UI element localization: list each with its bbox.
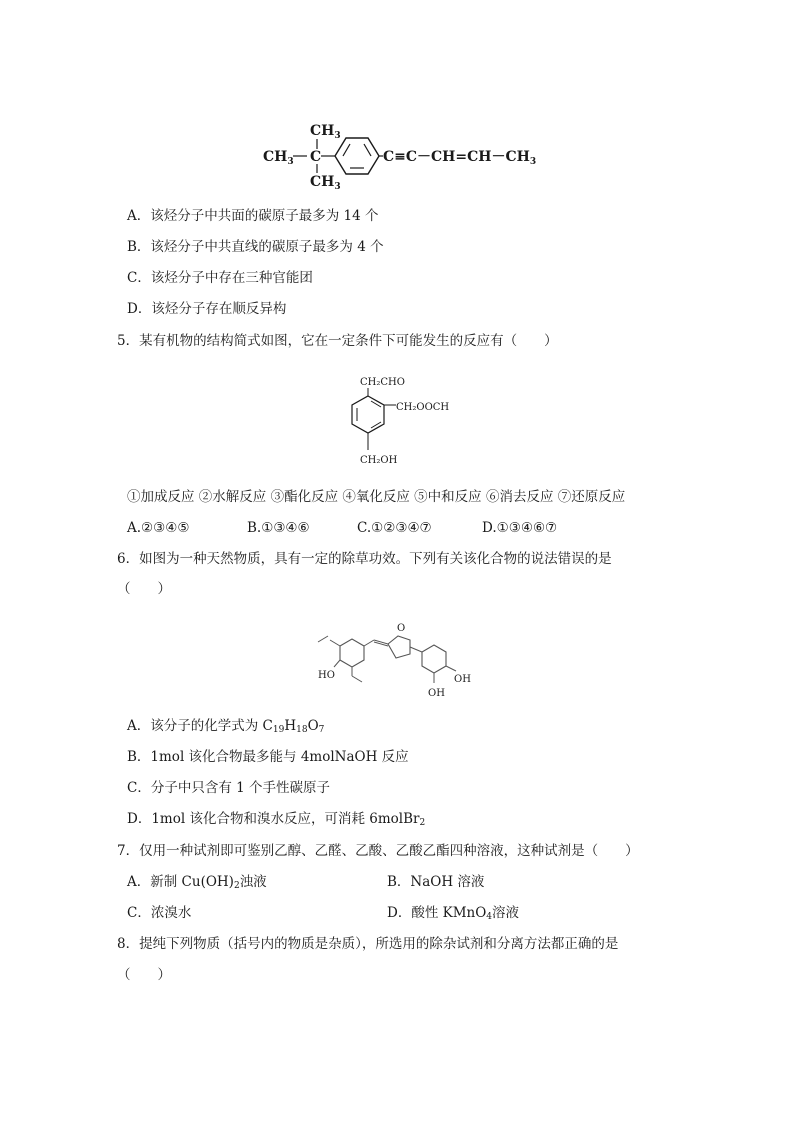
q6-option-c: C．分子中只含有 1 个手性碳原子 [127, 780, 331, 796]
q4-option-a: A．该烃分子中共面的碳原子最多为 14 个 [127, 208, 379, 224]
q7-option-c: C．浓溴水 [127, 905, 192, 921]
q5-reactions: ①加成反应 ②水解反应 ③酯化反应 ④氧化反应 ⑤中和反应 ⑥消去反应 ⑦还原反应 [127, 489, 626, 505]
q4-option-d: D．该烃分子存在顺反异构 [127, 301, 287, 317]
benzene-ring [335, 138, 379, 174]
q7-option-a: A．新制 $Cu(OH)_2$浊液 [127, 874, 267, 891]
structure-figure-q5 [330, 370, 470, 470]
ring-double-bond [364, 144, 371, 156]
ch3-top-label: $CH_3$ [310, 123, 341, 141]
enyne-chain-label: $C\equiv C-CH=CH-CH_3$ [383, 149, 537, 167]
structure-figure-q4 [255, 118, 545, 192]
structure-figure-q6 [308, 612, 488, 704]
q6-option-b: B．1mol 该化合物最多能与 4molNaOH 反应 [127, 749, 409, 765]
q4-option-c: C．该烃分子中存在三种官能团 [127, 270, 313, 286]
q8-paren: （ ） [117, 967, 171, 983]
methoxy-bond [318, 636, 328, 642]
lactone-ring [388, 636, 410, 658]
ring-double-bond [343, 144, 350, 156]
carbonyl-o-label: O [397, 623, 406, 634]
quaternary-carbon-label: C [310, 149, 322, 165]
q7-stem: 7．仅用一种试剂即可鉴别乙醇、乙醛、乙酸、乙酸乙酯四种溶液，这种试剂是（ ） [117, 843, 639, 859]
structure-q5-svg [330, 370, 470, 470]
methoxy-bond [352, 676, 362, 682]
q5-option-c: C.①②③④⑦ [357, 520, 432, 536]
bond-line [330, 640, 340, 646]
q7-option-d: D．酸性 KMnO$_4$溶液 [387, 905, 520, 922]
q6-option-d: D．1mol 该化合物和溴水反应，可消耗 6molBr$_2$ [127, 811, 426, 828]
right-aromatic-ring [422, 645, 446, 673]
ch2cho-label: CH₂CHO [360, 377, 405, 388]
bond-line [446, 666, 456, 671]
q5-stem: 5．某有机物的结构简式如图，它在一定条件下可能发生的反应有（ ） [117, 333, 558, 349]
ch2oh-label: CH₂OH [360, 455, 398, 466]
bond-line [374, 640, 388, 644]
q6-paren: （ ） [117, 581, 171, 597]
q5-option-a: A.②③④⑤ [127, 520, 190, 536]
ho-label: HO [318, 670, 335, 681]
bond-line [364, 640, 374, 646]
structure-q4-svg [255, 118, 545, 192]
ch3-bottom-label: $CH_3$ [310, 174, 341, 192]
bond-line [374, 642, 388, 646]
ch2oocH-label: CH₂OOCH [396, 402, 450, 413]
bond-line [334, 660, 340, 667]
q4-option-b: B．该烃分子中共直线的碳原子最多为 4 个 [127, 239, 384, 255]
bond-line [410, 647, 422, 652]
left-aromatic-ring [340, 639, 364, 667]
ch3-left-label: $CH_3$ [263, 149, 294, 167]
q5-option-d: D.①③④⑥⑦ [482, 520, 558, 536]
q7-option-b: B．NaOH 溶液 [387, 874, 485, 890]
oh-bottom-label: OH [428, 688, 445, 699]
q8-stem: 8．提纯下列物质（括号内的物质是杂质），所选用的除杂试剂和分离方法都正确的是 [117, 936, 619, 952]
q5-option-b: B.①③④⑥ [247, 520, 310, 536]
structure-q6-svg [308, 612, 488, 704]
q6-option-a: A．该分子的化学式为 $C_{19}H_{18}O_7$ [127, 718, 325, 735]
oh-right-label: OH [454, 674, 471, 685]
q6-stem: 6．如图为一种天然物质，具有一定的除草功效。下列有关该化合物的说法错误的是 [117, 551, 612, 567]
